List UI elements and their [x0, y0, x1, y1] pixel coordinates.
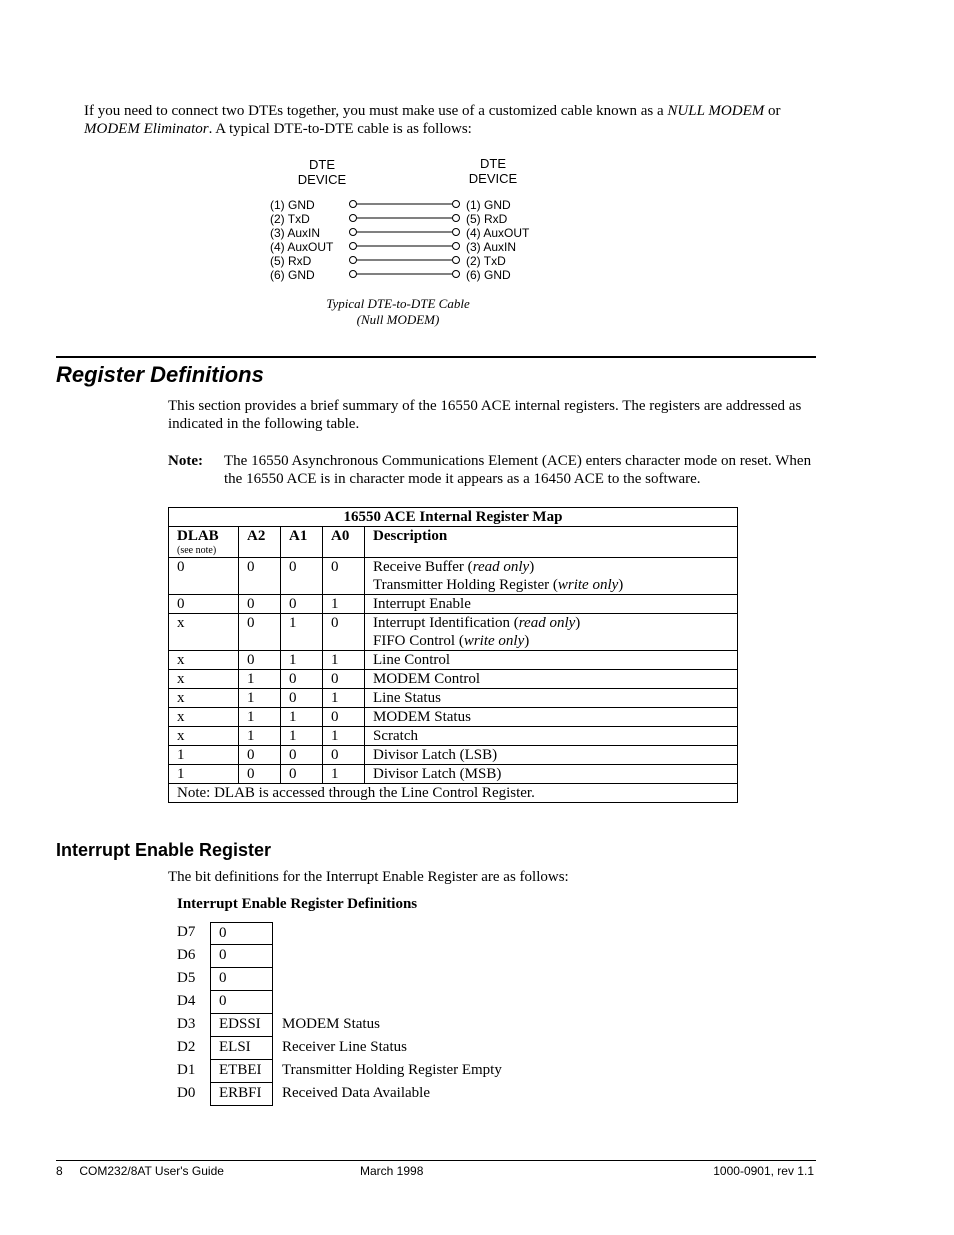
table-row [169, 746, 738, 765]
footer-date: March 1998 [360, 1164, 424, 1178]
cell-a1: 0 [281, 689, 323, 708]
cell-a1: 0 [281, 670, 323, 689]
description-text: write only [557, 577, 619, 593]
intro-modem-eliminator: MODEM Eliminator [84, 121, 209, 137]
cell-description [365, 651, 738, 670]
bit-value: ERBFI [210, 1083, 273, 1106]
wire-terminal [350, 215, 357, 222]
cell-description [365, 595, 738, 614]
header-dlab-note: (see note) [177, 545, 217, 556]
description-text: MODEM Status [373, 709, 471, 725]
description-line [373, 746, 729, 764]
bit-value: 0 [210, 945, 273, 968]
header-a0: A0 [323, 527, 365, 558]
table-row [169, 727, 738, 746]
cell-dlab: x [169, 614, 239, 651]
description-text: Interrupt Identification ( [373, 615, 519, 631]
description-text: read only [472, 559, 530, 575]
header-dlab [169, 527, 239, 558]
ier-intro: The bit definitions for the Interrupt Enable Register are as follows: [168, 869, 569, 885]
description-text: Divisor Latch (MSB) [373, 766, 502, 782]
table-caption: 16550 ACE Internal Register Map [169, 508, 738, 527]
wire-terminal [453, 257, 460, 264]
cell-a2: 1 [239, 670, 281, 689]
diagram-caption [298, 296, 498, 328]
cell-description [365, 558, 738, 595]
description-line [373, 727, 729, 745]
description-text: ) [524, 633, 530, 649]
bit-value: 0 [210, 968, 273, 991]
cell-a2: 0 [239, 651, 281, 670]
description-text: Divisor Latch (LSB) [373, 747, 498, 763]
left-device-title-line-1: DTE [309, 157, 335, 172]
wire-terminal [350, 257, 357, 264]
cell-a2: 0 [239, 765, 281, 784]
cell-a0: 1 [323, 727, 365, 746]
cell-description [365, 727, 738, 746]
cell-a0: 1 [323, 689, 365, 708]
cell-a0: 0 [323, 746, 365, 765]
cell-a1: 1 [281, 727, 323, 746]
cell-a0: 0 [323, 670, 365, 689]
table-caption-row [169, 508, 738, 527]
wire-terminal [453, 271, 460, 278]
bit-label: D2 [177, 1039, 196, 1055]
diagram-caption-line-2: (Null MODEM) [356, 312, 440, 327]
right-device-title-line-2: DEVICE [468, 171, 518, 186]
cell-a1: 1 [281, 708, 323, 727]
description-text: Scratch [373, 728, 418, 744]
description-text: Interrupt Enable [373, 596, 471, 612]
cell-a2: 0 [239, 595, 281, 614]
cell-dlab: 0 [169, 558, 239, 595]
diagram-caption-line-1: Typical DTE-to-DTE Cable [326, 296, 470, 311]
cell-a1: 0 [281, 595, 323, 614]
cell-a1: 0 [281, 558, 323, 595]
description-text: write only [463, 633, 525, 649]
ier-title: Interrupt Enable Register [56, 840, 272, 860]
left-pin: (2) TxD [270, 212, 310, 226]
description-line [373, 576, 729, 594]
wire-terminal [453, 229, 460, 236]
right-pin: (6) GND [466, 268, 511, 282]
bit-value: 0 [210, 991, 273, 1014]
cell-a2: 0 [239, 614, 281, 651]
bit-value: ETBEI [210, 1060, 273, 1083]
description-text: ) [618, 577, 624, 593]
intro-text-2: or [764, 103, 781, 119]
bit-label: D4 [177, 993, 196, 1009]
description-text: MODEM Control [373, 671, 481, 687]
right-pin: (5) RxD [466, 212, 508, 226]
wire-terminal [453, 243, 460, 250]
description-text: ) [575, 615, 581, 631]
right-pin: (1) GND [466, 198, 511, 212]
footer-doc-number: 1000-0901, rev 1.1 [713, 1164, 814, 1178]
footer-rule [56, 1160, 816, 1161]
note-text: The 16550 Asynchronous Communications Element (ACE) enters character mode on reset. When the 16550 ACE is in character mode it appears as a 16450 ACE to the software. [224, 453, 812, 487]
description-line [373, 765, 729, 783]
table-row [169, 651, 738, 670]
cell-a2: 1 [239, 689, 281, 708]
header-a1: A1 [281, 527, 323, 558]
bit-label: D7 [177, 924, 196, 940]
cell-a0: 1 [323, 765, 365, 784]
bit-label: D1 [177, 1062, 196, 1078]
table-row [169, 689, 738, 708]
description-line [373, 651, 729, 669]
bit-description: Received Data Available [282, 1085, 430, 1101]
right-device-title [458, 156, 528, 186]
section-title: Register Definitions [56, 362, 264, 387]
cell-description [365, 689, 738, 708]
cell-a1: 0 [281, 746, 323, 765]
description-line [373, 614, 729, 632]
wire-terminal [350, 243, 357, 250]
table-row [169, 614, 738, 651]
intro-text-3: . A typical DTE-to-DTE cable is as follows: [208, 121, 472, 137]
right-pin: (4) AuxOUT [466, 226, 530, 240]
table-row [169, 708, 738, 727]
wire-terminal [350, 229, 357, 236]
cell-dlab: 1 [169, 765, 239, 784]
table-row [169, 595, 738, 614]
section-summary: This section provides a brief summary of the 16550 ACE internal registers. The registers are addressed as indicated in the following table. [168, 398, 802, 432]
footer-left: 8 COM232/8AT User's Guide [56, 1164, 224, 1178]
left-pin: (5) RxD [270, 254, 312, 268]
cell-a1: 1 [281, 651, 323, 670]
bit-label: D0 [177, 1085, 196, 1101]
description-text: FIFO Control ( [373, 633, 464, 649]
wire-terminal [350, 201, 357, 208]
left-device-title [287, 157, 357, 187]
bit-label: D3 [177, 1016, 196, 1032]
cell-a2: 1 [239, 727, 281, 746]
bit-value: 0 [210, 922, 273, 945]
description-line [373, 670, 729, 688]
description-line [373, 632, 729, 650]
cell-description [365, 670, 738, 689]
null-modem-diagram [262, 152, 562, 337]
description-text: Line Control [373, 652, 451, 668]
wire-terminal [453, 201, 460, 208]
cell-a0: 0 [323, 614, 365, 651]
bit-description: Receiver Line Status [282, 1039, 407, 1055]
right-pin: (2) TxD [466, 254, 506, 268]
intro-null-modem: NULL MODEM [667, 103, 765, 119]
description-line [373, 558, 729, 576]
intro-text-1: If you need to connect two DTEs together, you must make use of a customized cable known as a [84, 103, 668, 119]
cell-a2: 0 [239, 746, 281, 765]
cell-description [365, 765, 738, 784]
description-text: ) [529, 559, 535, 575]
header-description: Description [365, 527, 738, 558]
left-device-title-line-2: DEVICE [297, 172, 347, 187]
left-pin: (3) AuxIN [270, 226, 321, 240]
bit-label: D6 [177, 947, 196, 963]
register-map-table [168, 507, 738, 803]
cell-dlab: x [169, 651, 239, 670]
cell-a0: 0 [323, 558, 365, 595]
intro-paragraph [84, 102, 814, 138]
table-row [169, 558, 738, 595]
right-device-title-line-1: DTE [480, 156, 506, 171]
wire-terminal [453, 215, 460, 222]
register-rows [169, 558, 738, 784]
cell-description [365, 614, 738, 651]
note-label: Note: [168, 453, 203, 469]
cell-description [365, 708, 738, 727]
cell-a1: 0 [281, 765, 323, 784]
description-line [373, 595, 729, 613]
cell-a2: 1 [239, 708, 281, 727]
bit-description: MODEM Status [282, 1016, 380, 1032]
description-line [373, 708, 729, 726]
cell-a0: 0 [323, 708, 365, 727]
cell-a0: 1 [323, 651, 365, 670]
bit-label: D5 [177, 970, 196, 986]
cell-dlab: x [169, 689, 239, 708]
cell-dlab: x [169, 727, 239, 746]
cell-dlab: 1 [169, 746, 239, 765]
description-text: read only [518, 615, 576, 631]
table-footnote: Note: DLAB is accessed through the Line Control Register. [169, 784, 738, 803]
table-footnote-row [169, 784, 738, 803]
cell-dlab: x [169, 708, 239, 727]
table-row [169, 670, 738, 689]
cell-dlab: x [169, 670, 239, 689]
table-header-row [169, 527, 738, 558]
table-row [169, 765, 738, 784]
cell-dlab: 0 [169, 595, 239, 614]
cell-a1: 1 [281, 614, 323, 651]
ier-definitions-heading: Interrupt Enable Register Definitions [177, 896, 418, 912]
header-dlab-label: DLAB [177, 528, 219, 544]
cell-description [365, 746, 738, 765]
left-pin: (1) GND [270, 198, 315, 212]
cell-a0: 1 [323, 595, 365, 614]
bit-description: Transmitter Holding Register Empty [282, 1062, 502, 1078]
right-pin: (3) AuxIN [466, 240, 517, 254]
left-pin: (6) GND [270, 268, 315, 282]
cell-a2: 0 [239, 558, 281, 595]
description-text: Receive Buffer ( [373, 559, 473, 575]
wire-terminal [350, 271, 357, 278]
header-a2: A2 [239, 527, 281, 558]
description-line [373, 689, 729, 707]
left-pin: (4) AuxOUT [270, 240, 334, 254]
bit-value: ELSI [210, 1037, 273, 1060]
section-rule [56, 356, 816, 358]
description-text: Transmitter Holding Register ( [373, 577, 558, 593]
description-text: Line Status [373, 690, 441, 706]
bit-value: EDSSI [210, 1014, 273, 1037]
